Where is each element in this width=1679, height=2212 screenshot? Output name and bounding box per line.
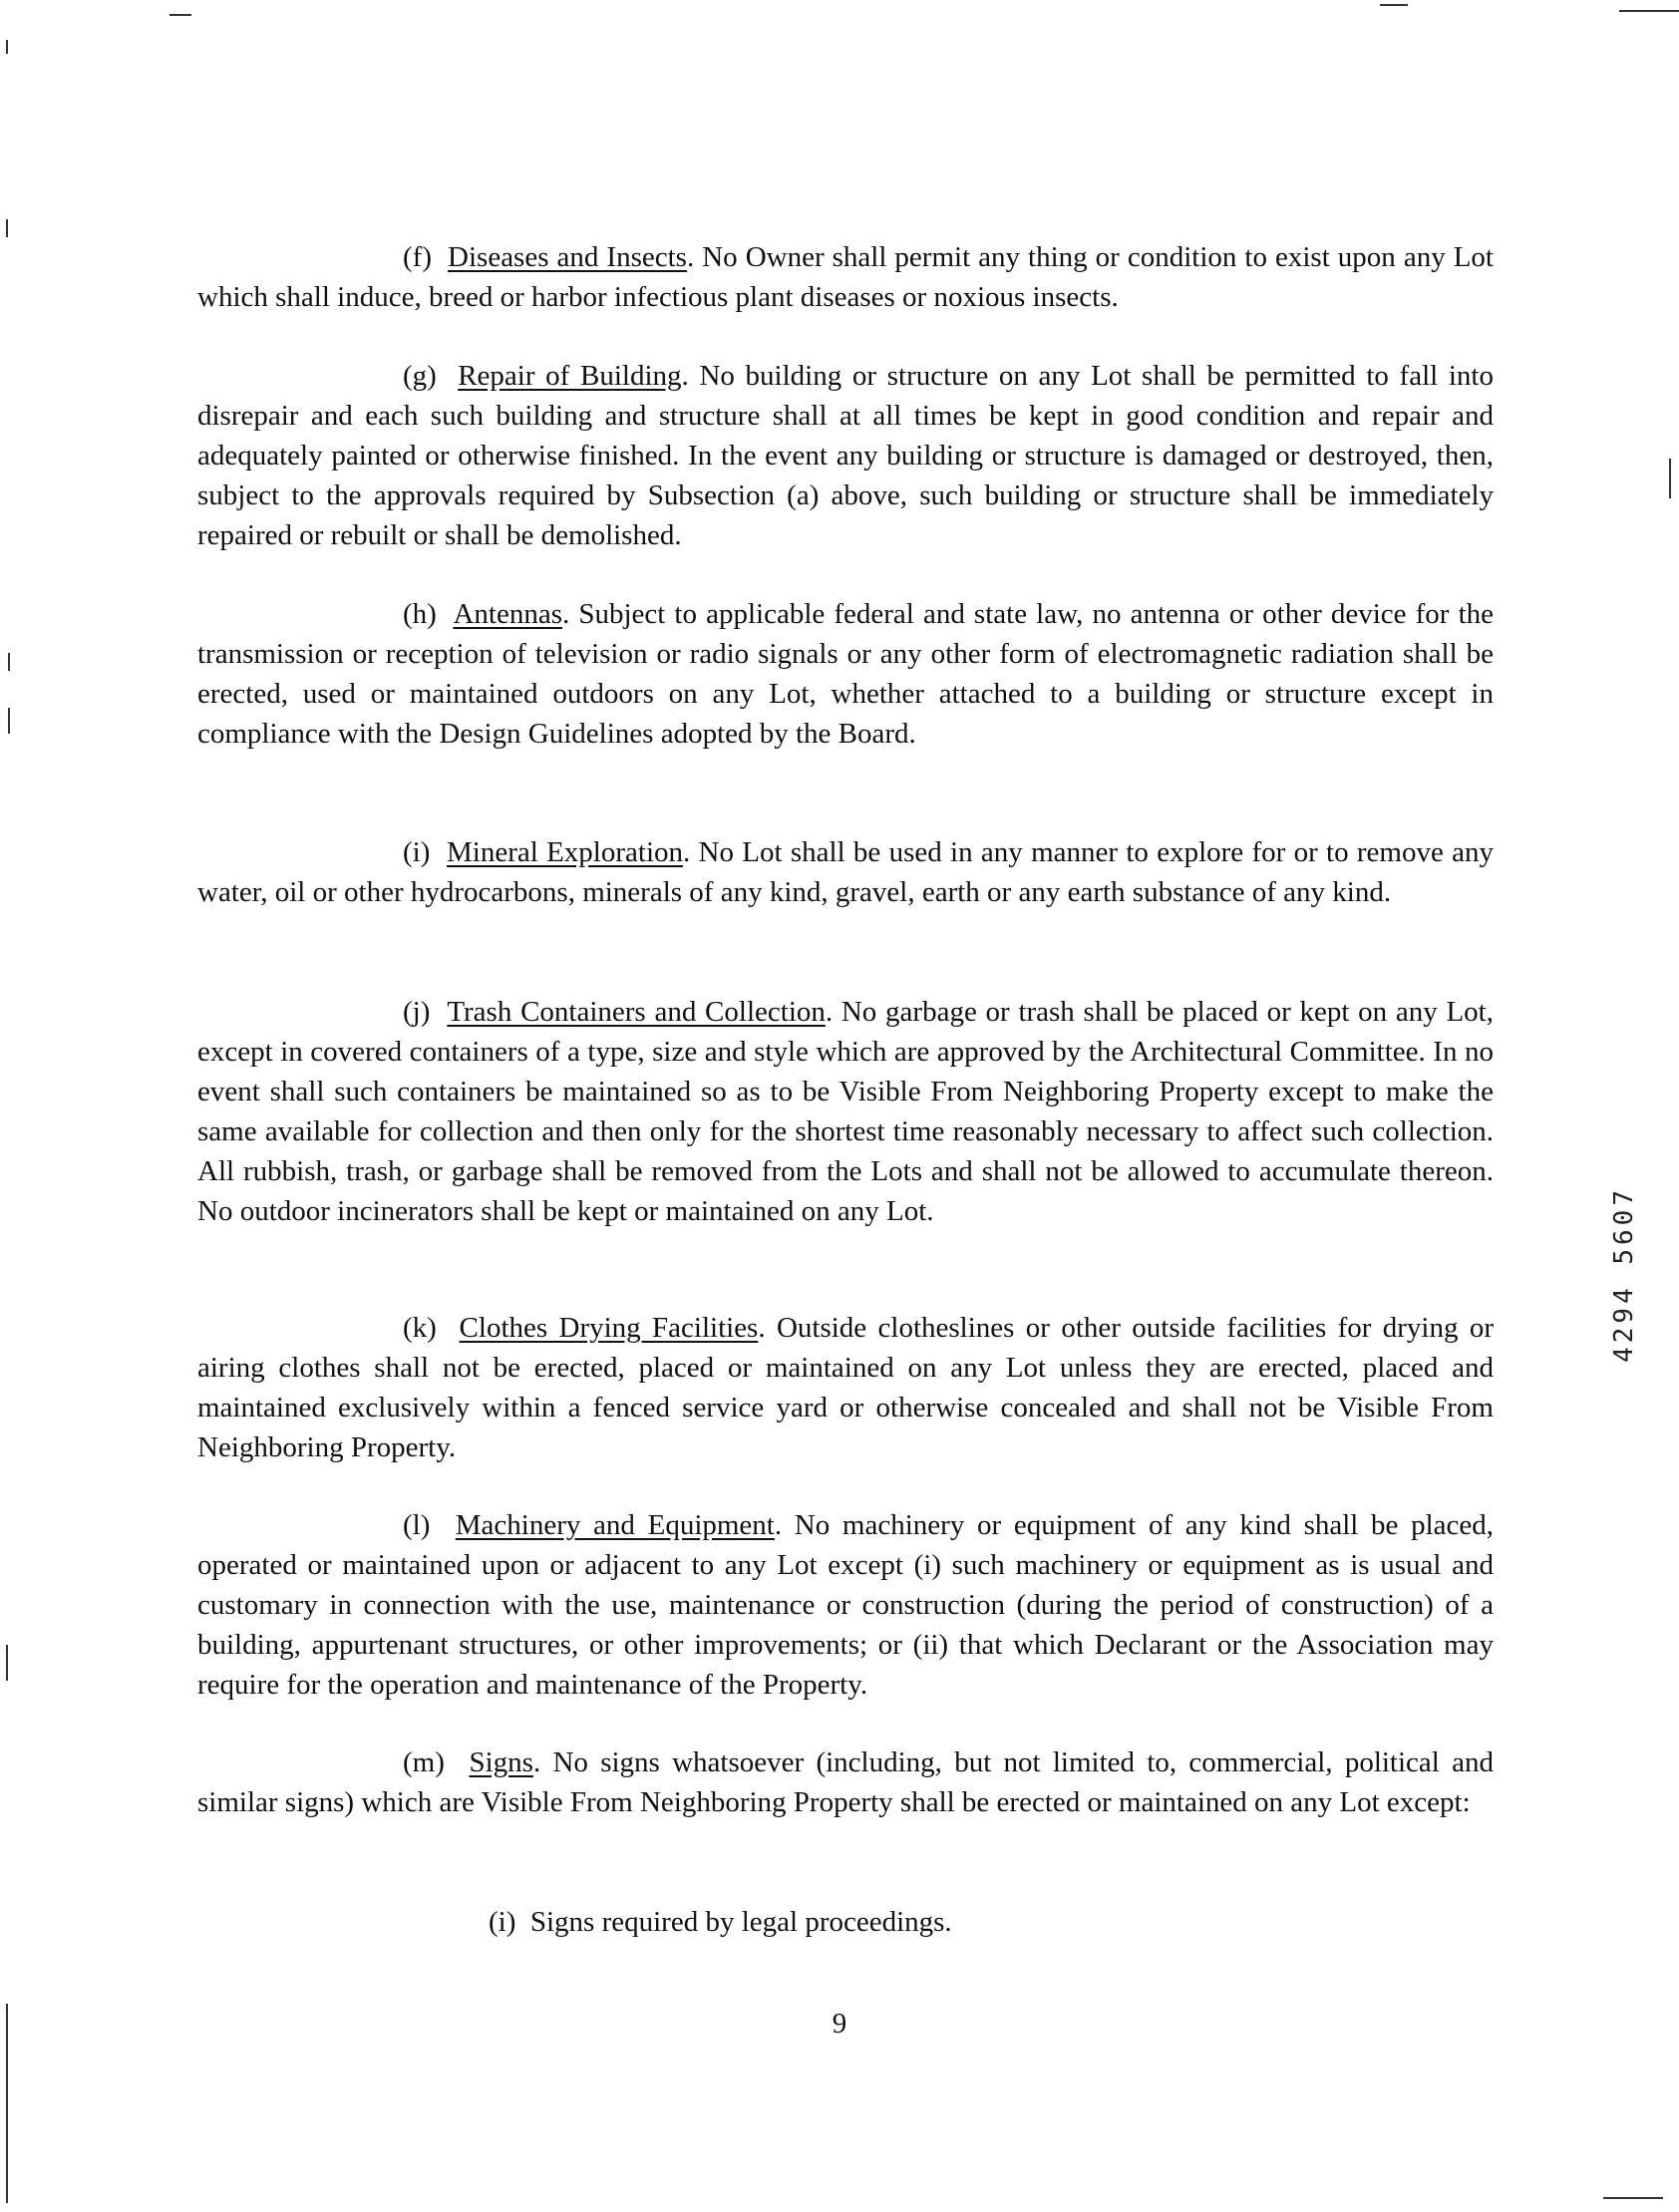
scan-mark [1619, 10, 1679, 12]
paragraph-g [197, 356, 1494, 555]
paragraph-text: . Subject to applicable federal and state law, no antenna or other device for the transmission or reception of television or radio signals or any other form of electromagnetic radiation shall be erected, used or maintained outdoors on any Lot, whether attached to a building or structure except in compliance with the Design Guidelines adopted by the Board. [197, 598, 1494, 750]
page-number: 9 [832, 2008, 847, 2040]
scan-mark [1603, 2197, 1663, 2199]
scan-mark [169, 14, 191, 16]
subitem-text: Signs required by legal proceedings. [529, 1906, 952, 1938]
paragraph-text: . No Owner shall permit any thing or condition to exist upon any Lot which shall induce, breed or harbor infectious plant diseases or noxious insects. [197, 241, 1494, 313]
paragraph-text: . No machinery or equipment of any kind shall be placed, operated or maintained upon or adjacent to any Lot except (i) such machinery or equipment as is usual and customary in connection with the use, maintenance or construction (during the period of construction) of a building, appurtenant structures, or other improvements; or (ii) that which Declarant or the Association may require for the operation and maintenance of the Property. [197, 1509, 1495, 1701]
paragraph-j [197, 992, 1494, 1231]
paragraph-heading: Antennas [453, 598, 562, 630]
subitem-i [489, 1902, 952, 1942]
paragraph-m [197, 1742, 1494, 1822]
paragraph-label: (i) [403, 836, 431, 868]
scan-mark [1669, 459, 1671, 498]
paragraph-text: . No Lot shall be used in any manner to explore for or to remove any water, oil or other hydrocarbons, minerals of any kind, gravel, earth or any earth substance of any kind. [197, 836, 1495, 908]
scan-mark [6, 219, 8, 237]
scan-mark [8, 708, 10, 734]
paragraph-label: (f) [403, 241, 432, 273]
subitem-label: (i) [489, 1906, 516, 1938]
paragraph-heading: Clothes Drying Facilities [459, 1312, 759, 1344]
paragraph-label: (m) [403, 1746, 445, 1778]
paragraph-h [197, 594, 1494, 754]
paragraph-heading: Signs [469, 1746, 533, 1778]
paragraph-text: . No garbage or trash shall be placed or kept on any Lot, except in covered containers of a type, size and style which are approved by the Architectural Committee. In no event shall such containers be maintained so as to be Visible From Neighboring Property except to make the same available for collection and then only for the shortest time reasonably necessary to affect such collection. All rubbish, trash, or garbage shall be removed from the Lots and shall not be allowed to accumulate thereon. No outdoor incinerators shall be kept or maintained on any Lot. [197, 996, 1494, 1227]
paragraph-k [197, 1308, 1494, 1467]
scan-mark [6, 1645, 8, 1681]
scan-mark [1380, 4, 1408, 6]
paragraph-label: (g) [403, 360, 437, 392]
paragraph-text: . Outside clotheslines or other outside facilities for drying or airing clothes shall not be erected, placed or maintained on any Lot unless they are erected, placed and maintained exclusively within a fenced service yard or otherwise concealed and shall not be Visible From Neighboring Property. [197, 1312, 1494, 1463]
paragraph-i [197, 832, 1494, 912]
paragraph-heading: Repair of Building [458, 360, 682, 392]
paragraph-heading: Diseases and Insects [448, 241, 687, 273]
recording-stamp: 4294 5607 [1609, 1186, 1639, 1363]
paragraph-heading: Machinery and Equipment [455, 1509, 775, 1541]
paragraph-label: (k) [403, 1312, 437, 1344]
paragraph-text: . No building or structure on any Lot shall be permitted to fall into disrepair and each such building and structure shall at all times be kept in good condition and repair and adequately painted or otherwise finished. In the event any building or structure is damaged or destroyed, then, subject to the approvals required by Subsection (a) above, such building or structure shall be immediately repaired or rebuilt or shall be demolished. [197, 360, 1494, 551]
paragraph-label: (j) [403, 996, 431, 1028]
paragraph-label: (l) [403, 1509, 431, 1541]
paragraph-f [197, 237, 1494, 317]
paragraph-heading: Mineral Exploration [446, 836, 683, 868]
paragraph-label: (h) [403, 598, 437, 630]
paragraph-heading: Trash Containers and Collection [447, 996, 826, 1028]
paragraph-l [197, 1505, 1494, 1705]
scan-mark [8, 653, 10, 671]
scan-mark [6, 40, 8, 54]
paragraph-text: . No signs whatsoever (including, but not limited to, commercial, political and similar signs) which are Visible From Neighboring Property shall be erected or maintained on any Lot except: [197, 1746, 1495, 1818]
